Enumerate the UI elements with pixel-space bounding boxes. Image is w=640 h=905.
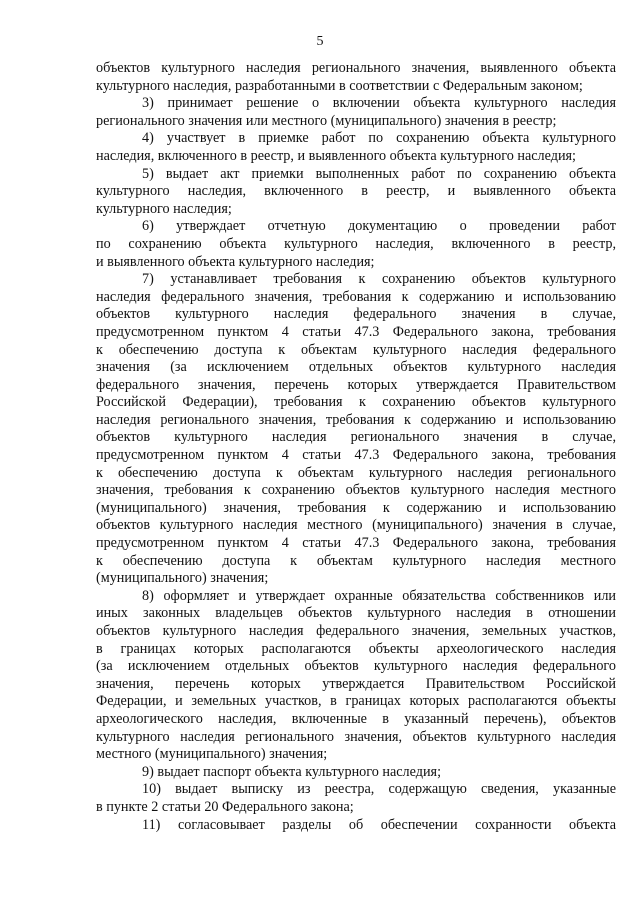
text-line: Федерации, и земельных участков, в границах которых располагаются объекты: [96, 693, 616, 710]
text-line: объектов культурного наследия регионального значения в случае,: [96, 429, 616, 446]
text-line: предусмотренном пунктом 4 статьи 47.3 Федерального закона, требования: [96, 447, 616, 464]
text-line: объектов культурного наследия регионального значения, выявленного объекта: [96, 60, 616, 76]
text-line: и выявленного объекта культурного наследия;: [96, 253, 375, 270]
text-line: (за исключением отдельных объектов культурного наследия федерального: [96, 658, 616, 675]
text-line: наследия федерального значения, требования к содержанию и использованию: [96, 288, 616, 305]
text-line: 10) выдает выписку из реестра, содержащую сведения, указанные: [142, 781, 616, 798]
text-line: 7) устанавливает требования к сохранению объектов культурного: [142, 271, 616, 288]
text-line: культурного наследия, разработанными в соответствии с Федеральным законом;: [96, 77, 583, 94]
text-line: Российской Федерации), требования к сохранению объектов культурного: [96, 394, 616, 411]
text-line: предусмотренном пунктом 4 статьи 47.3 Федерального закона, требования: [96, 323, 616, 340]
text-line: археологического наследия, включенные в указанный перечень), объектов: [96, 710, 616, 727]
text-line: (муниципального) значения, требования к содержанию и использованию: [96, 499, 616, 516]
page-number: 5: [316, 34, 324, 49]
text-line: наследия, включенного в реестр, и выявленного объекта культурного наследия;: [96, 147, 577, 164]
text-line: 5) выдает акт приемки выполненных работ по сохранению объекта: [142, 165, 616, 182]
text-line: наследия регионального значения, требования к содержанию и использованию: [96, 411, 616, 428]
text-line: значения, требования к сохранению объектов культурного наследия местного: [96, 482, 616, 499]
text-line: объектов культурного наследия местного (муниципального) значения в случае,: [96, 517, 616, 534]
text-line: федерального значения, перечень которых утверждается Правительством: [96, 376, 616, 393]
text-line: культурного наследия регионального значения, объектов культурного наследия: [96, 728, 616, 745]
text-line: регионального значения или местного (муниципального) значения в реестр;: [96, 112, 557, 129]
text-line: предусмотренном пунктом 4 статьи 47.3 Федерального закона, требования: [96, 535, 616, 552]
text-line: по сохранению объекта культурного наследия, включенного в реестр,: [96, 235, 616, 252]
text-line: значения (за исключением отдельных объектов культурного наследия: [96, 359, 616, 376]
document-body: [96, 60, 616, 834]
text-line: к обеспечению доступа к объектам культурного наследия местного: [96, 552, 616, 569]
text-line: объектов культурного наследия федерального значения, земельных участков,: [96, 623, 616, 639]
text-line: объектов культурного наследия федерального значения в случае,: [96, 306, 616, 323]
text-line: 6) утверждает отчетную документацию о проведении работ: [142, 218, 616, 235]
text-line: в пункте 2 статьи 20 Федерального закона;: [96, 798, 354, 815]
text-line: иных законных владельцев объектов культурного наследия в отношении: [96, 605, 616, 622]
text-line: значения, перечень которых утверждается Правительством Российской: [96, 675, 616, 692]
text-line: культурного наследия, включенного в реестр, и выявленного объекта: [96, 183, 616, 200]
text-line: 9) выдает паспорт объекта культурного наследия;: [142, 763, 442, 780]
text-line: в границах которых располагаются объекты археологического наследия: [96, 640, 616, 657]
text-line: (муниципального) значения;: [96, 570, 269, 587]
text-line: к обеспечению доступа к объектам культурного наследия федерального: [96, 341, 616, 358]
text-line: 4) участвует в приемке работ по сохранению объекта культурного: [142, 130, 616, 147]
text-line: культурного наследия;: [96, 200, 232, 217]
text-line: 8) оформляет и утверждает охранные обязательства собственников или: [142, 587, 616, 604]
text-line: местного (муниципального) значения;: [96, 746, 328, 763]
text-line: к обеспечению доступа к объектам культурного наследия регионального: [96, 464, 616, 481]
text-line: 11) согласовывает разделы об обеспечении сохранности объекта: [142, 816, 616, 833]
text-line: 3) принимает решение о включении объекта культурного наследия: [142, 95, 616, 112]
